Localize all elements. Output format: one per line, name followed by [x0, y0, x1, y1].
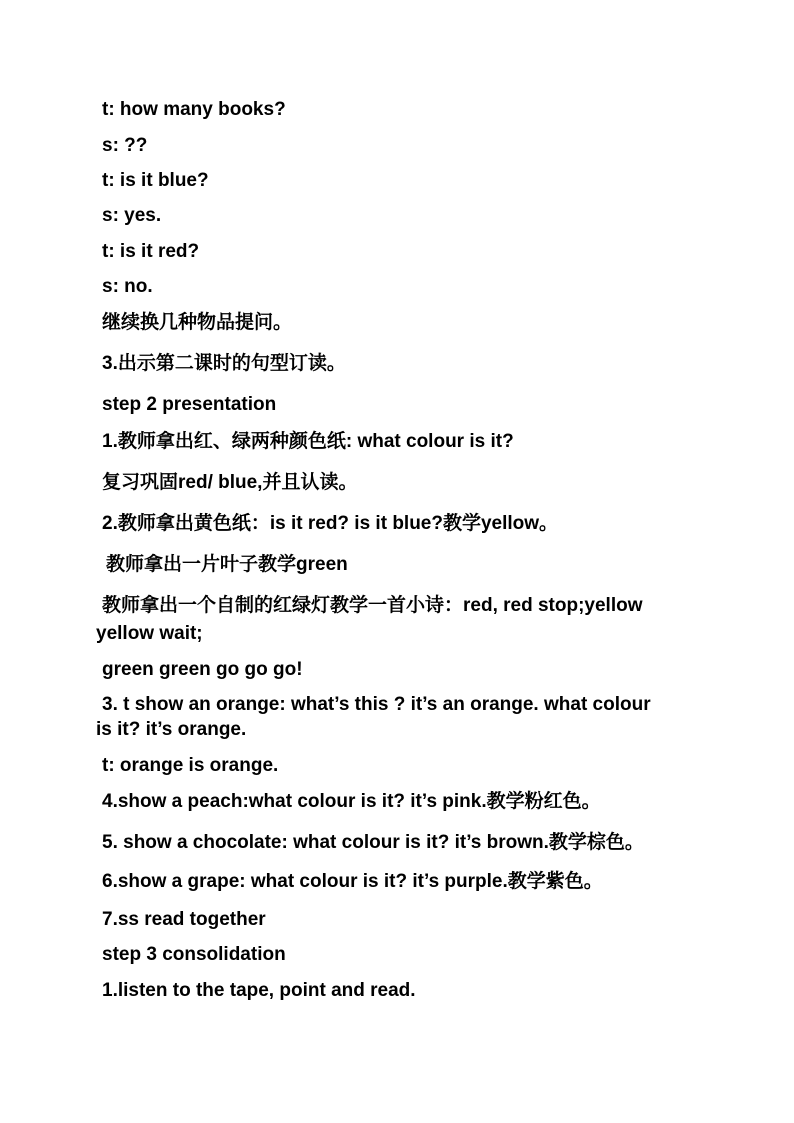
text-line: s: no. [102, 276, 153, 297]
text-line: 教师拿出一片叶子教学green [106, 554, 348, 575]
text-line: t: is it red? [102, 241, 200, 262]
text-line: t: is it blue? [102, 170, 209, 191]
text-line: t: orange is orange. [102, 755, 279, 776]
text-line: 6.show a grape: what colour is it? it’s purple.教学紫色。 [102, 871, 603, 892]
text-line: 3.出示第二课时的句型订读。 [102, 353, 346, 374]
text-line: green green go go go! [102, 659, 303, 680]
text-line: 1.listen to the tape, point and read. [102, 980, 416, 1001]
text-line: t: how many books? [102, 99, 286, 120]
text-line: 7.ss read together [102, 909, 266, 930]
text-line: is it? it’s orange. [96, 719, 247, 740]
text-line: s: ?? [102, 135, 148, 156]
text-line: yellow wait; [96, 623, 203, 644]
text-line: 复习巩固red/ blue,并且认读。 [102, 472, 358, 493]
text-line: 继续换几种物品提问。 [102, 312, 293, 333]
text-line: 3. t show an orange: what’s this ? it’s an orange. what colour [102, 694, 651, 715]
text-line: 教师拿出一个自制的红绿灯教学一首小诗：red, red stop;yellow [102, 595, 643, 616]
text-line: 4.show a peach:what colour is it? it’s pink.教学粉红色。 [102, 791, 601, 812]
text-line: 2.教师拿出黄色纸：is it red? is it blue?教学yellow。 [102, 513, 559, 534]
text-line: 1.教师拿出红、绿两种颜色纸: what colour is it? [102, 431, 514, 452]
text-line: 5. show a chocolate: what colour is it? it’s brown.教学棕色。 [102, 832, 644, 853]
text-line: s: yes. [102, 205, 162, 226]
text-line: step 3 consolidation [102, 944, 286, 965]
text-line: step 2 presentation [102, 394, 277, 415]
